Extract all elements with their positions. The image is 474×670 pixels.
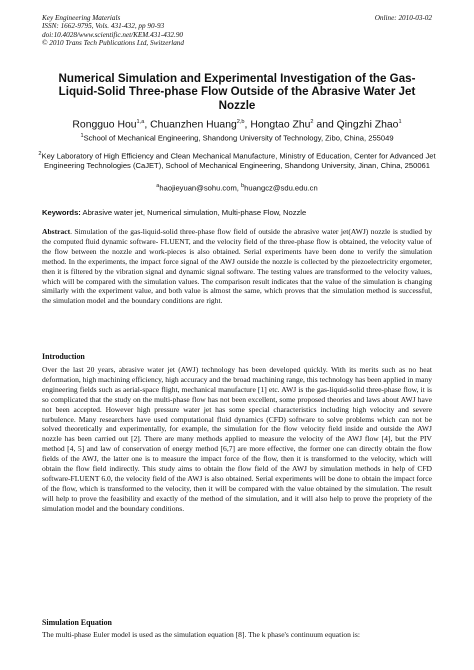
paper-title: Numerical Simulation and Experimental Investigation of the Gas-Liquid-Solid Three-phase Flow Outside of the Abrasive Water Jet Nozzle bbox=[58, 72, 416, 112]
affiliation-2 bbox=[30, 150, 444, 171]
author-affiliation-mark: 1 bbox=[398, 119, 402, 125]
email-link[interactable]: haojieyuan@sohu.com, bbox=[159, 183, 241, 193]
introduction-body bbox=[42, 365, 432, 514]
online-date: Online: 2010-03-02 bbox=[374, 14, 432, 22]
affiliation-text: School of Mechanical Engineering, Shandong University of Technology, Zibo, China, 255049 bbox=[83, 133, 394, 143]
author-name: Hongtao Zhu bbox=[250, 119, 311, 131]
author-affiliation-mark: 2 bbox=[310, 119, 314, 125]
journal-name: Key Engineering Materials bbox=[42, 14, 121, 22]
email-link[interactable]: huangcz@sdu.edu.cn bbox=[244, 183, 318, 193]
author-affiliation-mark: 2,b bbox=[236, 119, 245, 125]
simulation-body bbox=[42, 630, 432, 640]
author-separator: , bbox=[144, 119, 151, 131]
email-mark: a bbox=[156, 183, 160, 189]
journal-header bbox=[42, 14, 302, 48]
author-list bbox=[30, 116, 444, 131]
author-name: Qingzhi Zhao bbox=[336, 119, 399, 131]
simulation-text: The multi-phase Euler model is used as the simulation equation [8]. The k phase's continuum equation is: bbox=[42, 630, 360, 639]
introduction-heading: Introduction bbox=[42, 352, 85, 361]
email-mark: b bbox=[241, 183, 245, 189]
introduction-text: Over the last 20 years, abrasive water jet (AWJ) technology has been developed quickly. With its merits such as no heat deformation, high machining efficiency, high accuracy and the broad machining range, this technology has been applied in many engineering fields such as aerial-space flight, mechanical manufacture [1] etc. AWJ is the gas-liquid-solid three-phase flow, it is so complicated that the study on the multi-phase flow has not been excellent, some proposed theories and laws about AWJ have not been accepted. However high pressure water jet has some special characteristics including high velocity and severe turbulence. Many researchers have used computational fluid dynamics (CFD) software to solve problems which can not be solved theoretically and experimentally, for example, the simulation for the flow velocity field inside and outside the AWJ nozzle has been carried out [2]. There are many methods applied to measure the velocity of the AWJ flow [4], but the PIV method [4, 5] and law of conservation of energy method [6,7] are more effective, the former one can directly obtain the flow fields of the AWJ, the latter one is to measure the impact force of the flow, then it is transformed to the velocity, which will obtain the flow field indirectly. This study aims to obtain the flow field of the AWJ by simulation methods in help of CFD software-FLUENT 6.0, the velocity field of the AWJ is also obtained. Serial experiments will be done to obtain the impact force of the flow, which is transformed to the velocity, then it will be compared with the value obtained by the simulation. The result will help to prove the feasibility and exactly of the method of the simulation, and it will also help to prove the propriety of the simulation model and the boundary conditions. bbox=[42, 365, 432, 513]
abstract bbox=[42, 227, 432, 306]
affiliation-mark: 2 bbox=[38, 151, 42, 157]
affiliation-mark: 1 bbox=[80, 133, 84, 139]
affiliation-1 bbox=[30, 132, 444, 143]
author-name: Rongguo Hou bbox=[72, 119, 137, 131]
keywords-label: Keywords: bbox=[42, 208, 81, 217]
author-name: Chuanzhen Huang bbox=[150, 119, 237, 131]
affiliation-text: Key Laboratory of High Efficiency and Clean Mechanical Manufacture, Ministry of Education, Center for Advanced Jet Engineering Technologies (CaJET), School of Mechanical Engineering, Shandong University, Jinan, China, 250061 bbox=[41, 151, 436, 171]
author-affiliation-mark: 1,a bbox=[136, 119, 145, 125]
author-separator: and bbox=[313, 119, 337, 131]
journal-doi: doi:10.4028/www.scientific.net/KEM.431-432.90 bbox=[42, 30, 184, 39]
simulation-heading: Simulation Equation bbox=[42, 618, 112, 627]
keywords-text: Abrasive water jet, Numerical simulation, Multi-phase Flow, Nozzle bbox=[80, 208, 307, 217]
keywords bbox=[42, 208, 432, 218]
author-separator: , bbox=[244, 119, 251, 131]
author-emails bbox=[30, 182, 444, 193]
abstract-label: Abstract bbox=[42, 227, 71, 236]
journal-copyright: © 2010 Trans Tech Publications Ltd, Switzerland bbox=[42, 39, 184, 48]
abstract-text: . Simulation of the gas-liquid-solid three-phase flow field of outside the abrasive water jet(AWJ) nozzle is studied by the computed fluid dynamic software- FLUENT, and the velocity field of the three-phase flow is obtained, the velocity value of the flow between the nozzle and work-pieces is also obtained. Serial experiments have been done to verify the simulation method. In the experiments, the impact force signal of the AWJ outside the nozzle is collected by the piezoelectricity ergometer, then it is filtered by the vibration signal and dynamic signal software. The testing values are transformed to the velocity values, which will be compared with the simulation values. The comparison result indicates that the value of the simulation is changing similarly with the experiment value, and both value is almost the same, which proves that the simulation method is successful, the simulation model and the boundary conditions are right. bbox=[42, 227, 432, 306]
journal-issn: ISSN: 1662-9795, Vols. 431-432, pp 90-93 bbox=[42, 22, 165, 31]
